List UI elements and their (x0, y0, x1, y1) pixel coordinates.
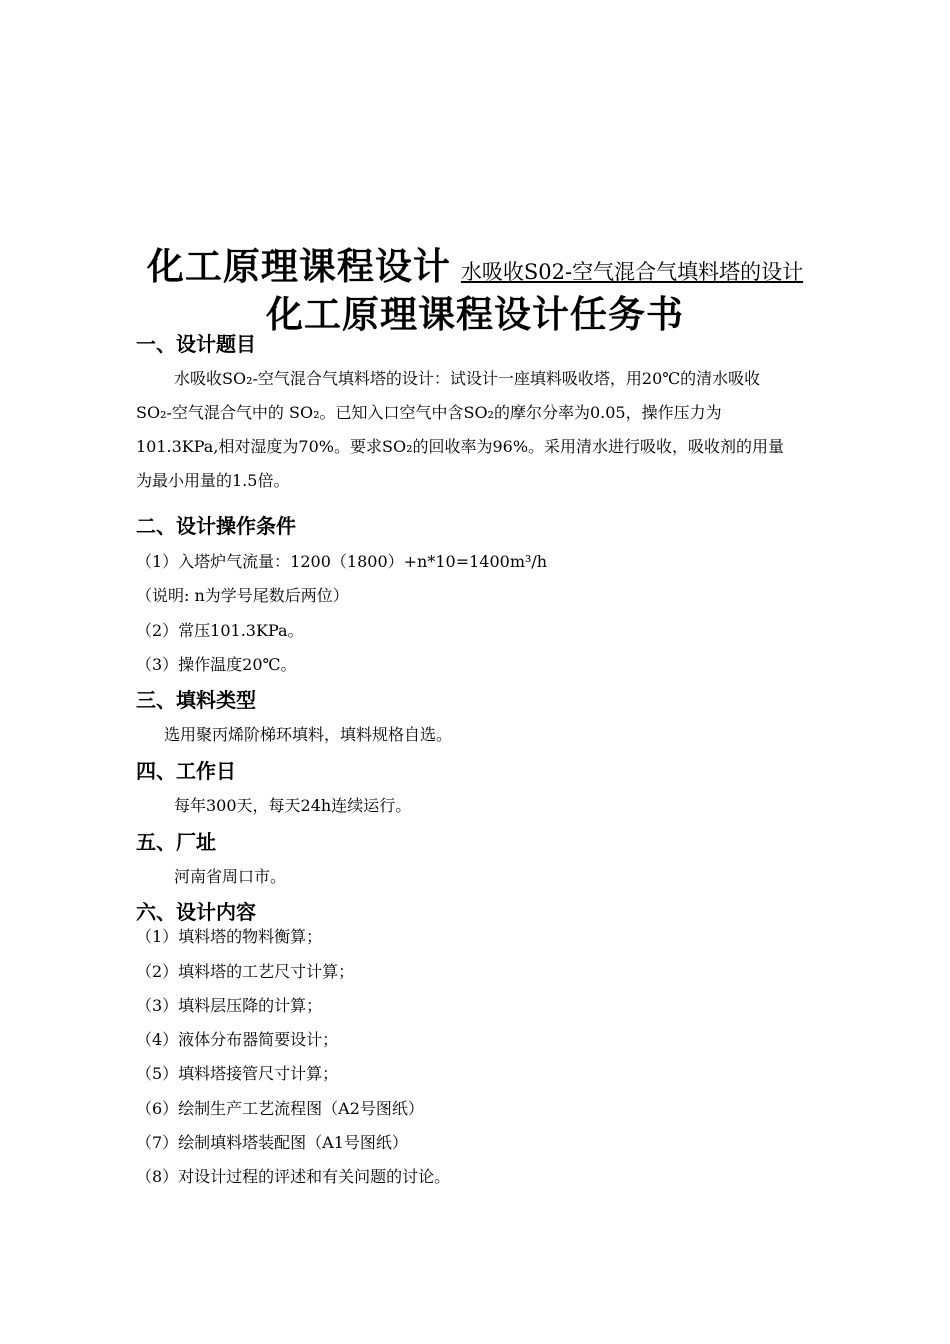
paragraph-line: 为最小用量的1.5倍。 (136, 471, 290, 490)
content-item: （7）绘制填料塔装配图（A1号图纸） (136, 1133, 408, 1152)
content-item: （8）对设计过程的评述和有关问题的讨论。 (136, 1167, 451, 1186)
section-heading-working-days: 四、工作日 (136, 759, 236, 783)
content-item: （3）填料层压降的计算； (136, 996, 323, 1015)
content-item: （1）填料塔的物料衡算； (136, 927, 323, 946)
content-item: （4）液体分布器简要设计； (136, 1030, 339, 1049)
section-heading-operating-conditions: 二、设计操作条件 (136, 514, 296, 538)
section-heading-packing-type: 三、填料类型 (136, 688, 256, 712)
course-title: 化工原理课程设计 (146, 245, 451, 288)
section-heading-design-content: 六、设计内容 (136, 900, 256, 924)
condition-note: （说明: n为学号尾数后两位） (136, 586, 349, 605)
paragraph-line: SO₂-空气混合气中的 SO₂。已知入口空气中含SO₂的摩尔分率为0.05，操作压力为 (136, 403, 722, 422)
paragraph-line: 101.3KPa,相对湿度为70%。要求SO₂的回收率为96%。采用清水进行吸收，吸收剂的用量 (136, 437, 785, 456)
plant-site-text: 河南省周口市。 (174, 867, 287, 886)
condition-item: （2）常压101.3KPa。 (136, 621, 304, 640)
packing-type-text: 选用聚丙烯阶梯环填料，填料规格自选。 (164, 725, 453, 744)
condition-item: （3）操作温度20℃。 (136, 655, 297, 674)
content-item: （5）填料塔接管尺寸计算； (136, 1064, 339, 1083)
content-item: （6）绘制生产工艺流程图（A2号图纸） (136, 1099, 424, 1118)
condition-item: （1）入塔炉气流量：1200（1800）+n*10=1400m³/h (136, 552, 548, 571)
content-item: （2）填料塔的工艺尺寸计算； (136, 962, 355, 981)
document-title-line (0, 236, 950, 290)
section-heading-plant-site: 五、厂址 (136, 830, 216, 854)
design-topic-paragraph (136, 362, 860, 498)
working-days-text: 每年300天，每天24h连续运行。 (174, 796, 412, 815)
design-subtitle: 水吸收S02-空气混合气填料塔的设计 (460, 260, 804, 284)
task-book-title: 化工原理课程设计任务书 (266, 293, 684, 336)
paragraph-line: 水吸收SO₂-空气混合气填料塔的设计：试设计一座填料吸收塔，用20℃的清水吸收 (174, 369, 761, 388)
section-heading-design-topic: 一、设计题目 (136, 332, 256, 356)
